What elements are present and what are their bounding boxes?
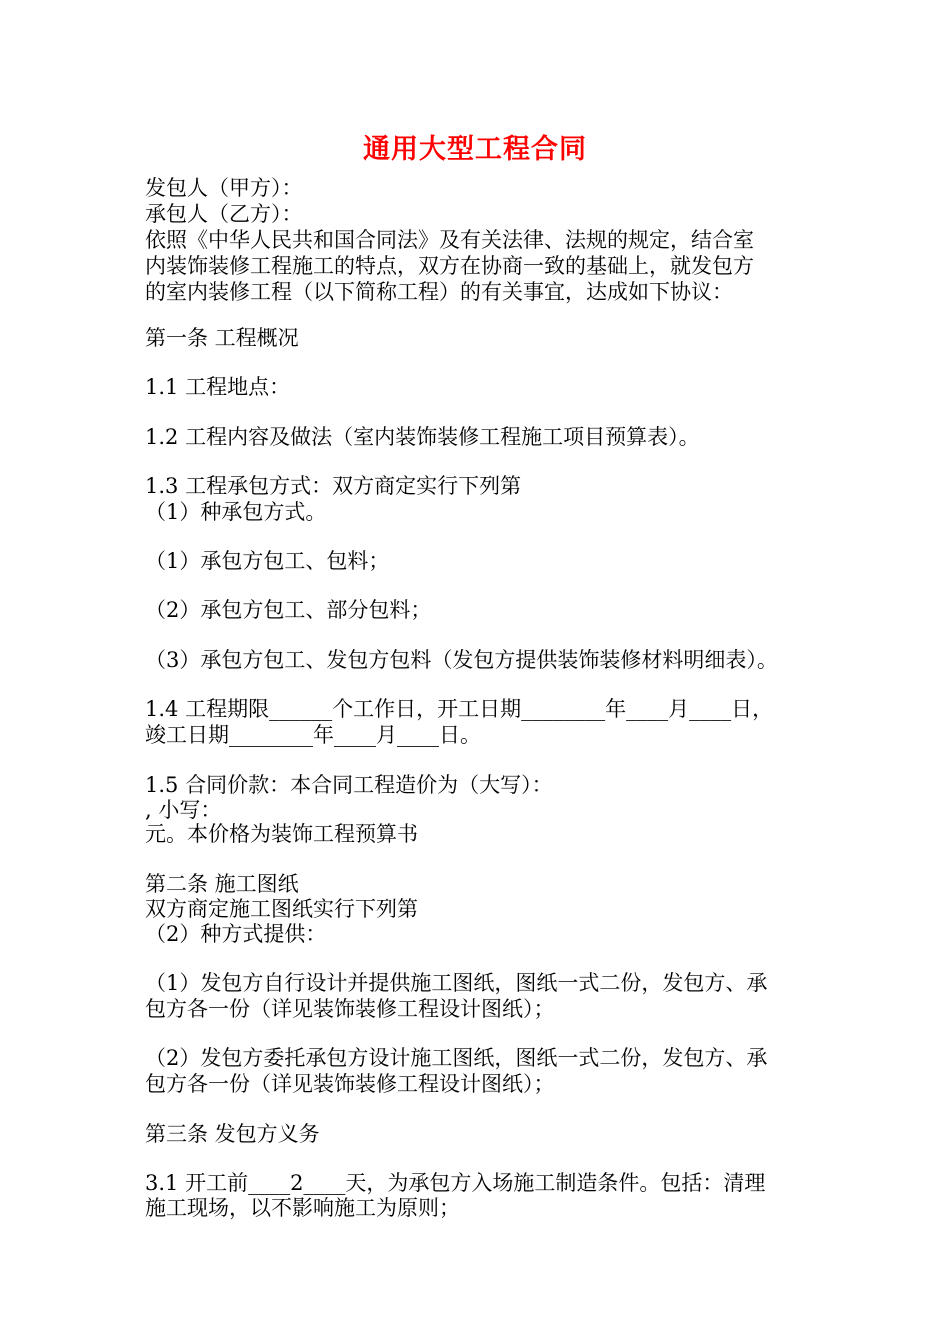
drawing-option-2-line-1: （2）发包方委托承包方设计施工图纸，图纸一式二份，发包方、承 — [145, 1046, 768, 1070]
drawing-option-2-line-2: 包方各一份（详见装饰装修工程设计图纸）； — [145, 1072, 555, 1096]
article-3-heading: 第三条 发包方义务 — [145, 1122, 320, 1146]
party-a-line: 发包人（甲方）： — [145, 176, 303, 200]
article-2-line-1: 双方商定施工图纸实行下列第 — [145, 897, 418, 921]
drawing-option-1-line-1: （1）发包方自行设计并提供施工图纸，图纸一式二份，发包方、承 — [145, 971, 768, 995]
clause-1-2: 1.2 工程内容及做法（室内装饰装修工程施工项目预算表）。 — [145, 425, 700, 449]
option-1: （1）承包方包工、包料； — [145, 549, 390, 573]
clause-3-1-line-1: 3.1 开工前____2____天，为承包方入场施工制造条件。包括：清理 — [145, 1171, 766, 1195]
clause-1-5-line-2: , 小写： — [145, 798, 222, 822]
party-b-line: 承包人（乙方）： — [145, 202, 303, 226]
clause-1-1: 1.1 工程地点： — [145, 375, 291, 399]
preamble-line-3: 的室内装修工程（以下简称工程）的有关事宜，达成如下协议： — [145, 280, 733, 304]
clause-1-5-line-3: 元。本价格为装饰工程预算书 — [145, 822, 418, 846]
option-3: （3）承包方包工、发包方包料（发包方提供装饰装修材料明细表）。 — [145, 648, 778, 672]
option-2: （2）承包方包工、部分包料； — [145, 598, 432, 622]
article-1-heading: 第一条 工程概况 — [145, 326, 299, 350]
document-title: 通用大型工程合同 — [363, 134, 587, 165]
clause-1-3: 1.3 工程承包方式：双方商定实行下列第 — [145, 474, 522, 498]
article-2-heading: 第二条 施工图纸 — [145, 872, 299, 896]
clause-1-3-choice: （1）种承包方式。 — [145, 500, 327, 524]
clause-1-4-line-1: 1.4 工程期限______个工作日，开工日期________年____月____日， — [145, 697, 774, 721]
clause-1-4-line-2: 竣工日期________年____月____日。 — [145, 723, 481, 747]
preamble-line-2: 内装饰装修工程施工的特点，双方在协商一致的基础上，就发包方 — [145, 254, 754, 278]
article-2-line-2: （2）种方式提供： — [145, 922, 327, 946]
clause-1-5-line-1: 1.5 合同价款：本合同工程造价为（大写）： — [145, 773, 553, 797]
preamble-line-1: 依照《中华人民共和国合同法》及有关法律、法规的规定，结合室 — [145, 228, 754, 252]
drawing-option-1-line-2: 包方各一份（详见装饰装修工程设计图纸）； — [145, 997, 555, 1021]
clause-3-1-line-2: 施工现场，以不影响施工为原则； — [145, 1196, 460, 1220]
